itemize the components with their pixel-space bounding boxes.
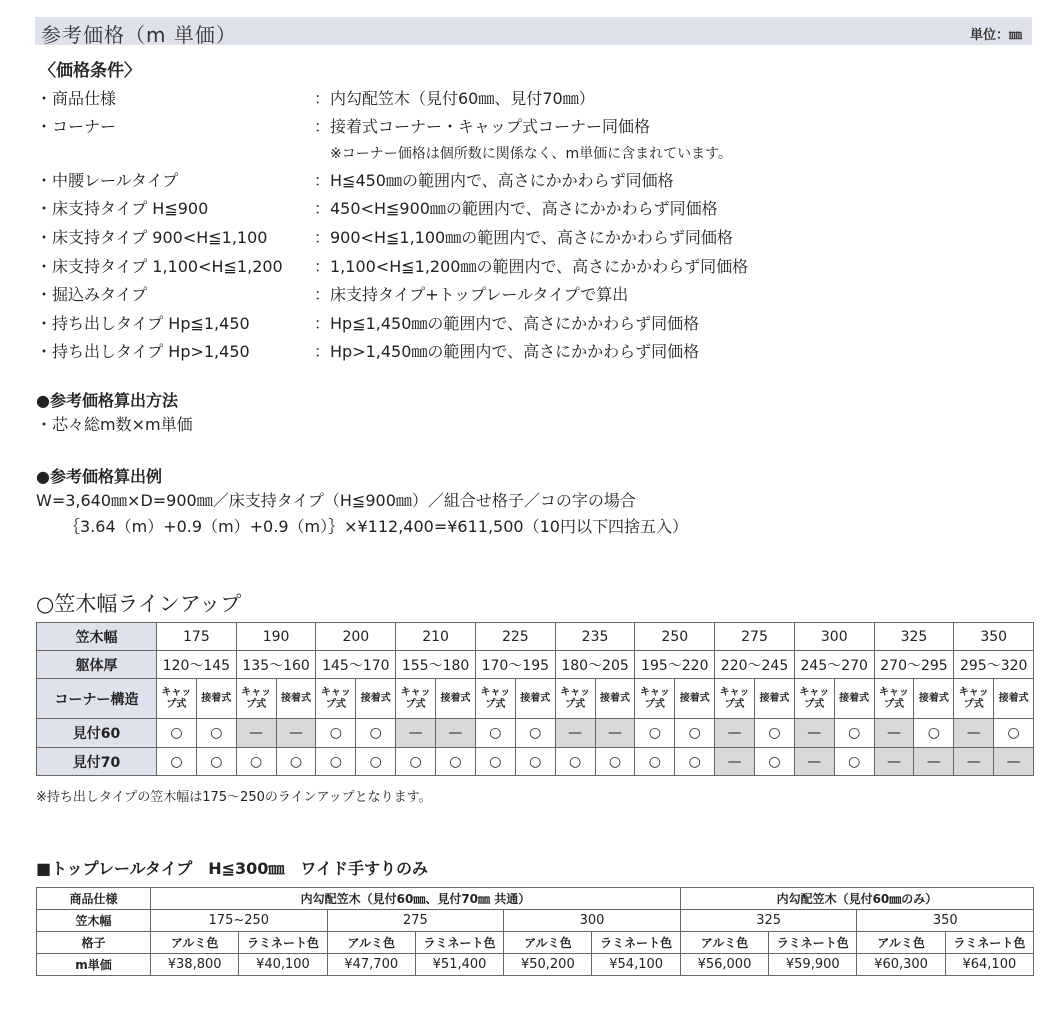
corner-type-bond: 接着式 xyxy=(356,679,396,719)
availability-cell: — xyxy=(954,719,994,748)
rail-width-cell: 300 xyxy=(504,910,681,932)
lattice-cell: ラミネート色 xyxy=(415,932,503,954)
spec-group: 内勾配笠木（見付60㎜、見付70㎜ 共通） xyxy=(151,888,681,910)
corner-type-cap: キャップ式 xyxy=(874,679,914,719)
width-cell: 200 xyxy=(316,623,396,651)
availability-cell: ○ xyxy=(675,719,715,748)
availability-cell: — xyxy=(794,748,834,776)
condition-value: ：450<H≦900㎜の範囲内で、高さにかかわらず同価格 xyxy=(314,199,718,218)
condition-label: ・床支持タイプ 1,100<H≦1,200 xyxy=(36,257,283,276)
row-label-lattice: 格子 xyxy=(37,932,151,954)
availability-cell: — xyxy=(236,719,276,748)
availability-cell: ○ xyxy=(475,719,515,748)
availability-cell: — xyxy=(874,719,914,748)
availability-cell: — xyxy=(396,719,436,748)
body-cell: 180～205 xyxy=(555,651,635,679)
corner-type-bond: 接着式 xyxy=(276,679,316,719)
top-rail-title: ■トップレールタイプ H≦300㎜ ワイド手すりのみ xyxy=(36,859,428,878)
corner-type-cap: キャップ式 xyxy=(635,679,675,719)
corner-type-cap: キャップ式 xyxy=(475,679,515,719)
width-cell: 250 xyxy=(635,623,715,651)
availability-cell: — xyxy=(994,748,1034,776)
body-cell: 195～220 xyxy=(635,651,715,679)
top-rail-table xyxy=(36,887,1034,976)
width-cell: 210 xyxy=(396,623,476,651)
corner-type-cap: キャップ式 xyxy=(555,679,595,719)
lattice-cell: アルミ色 xyxy=(857,932,945,954)
availability-cell: ○ xyxy=(595,748,635,776)
price-cell: ¥54,100 xyxy=(592,954,680,976)
corner-type-bond: 接着式 xyxy=(675,679,715,719)
width-cell: 225 xyxy=(475,623,555,651)
width-cell: 350 xyxy=(954,623,1034,651)
body-cell: 295～320 xyxy=(954,651,1034,679)
lattice-cell: アルミ色 xyxy=(680,932,768,954)
availability-cell: ○ xyxy=(755,719,795,748)
availability-cell: — xyxy=(715,719,755,748)
corner-type-bond: 接着式 xyxy=(595,679,635,719)
corner-type-cap: キャップ式 xyxy=(316,679,356,719)
row-label-price: m単価 xyxy=(37,954,151,976)
availability-cell: — xyxy=(555,719,595,748)
availability-cell: ○ xyxy=(356,748,396,776)
condition-value: ：Hp≦1,450㎜の範囲内で、高さにかかわらず同価格 xyxy=(314,314,700,333)
condition-label: ・持ち出しタイプ Hp>1,450 xyxy=(36,342,250,361)
body-cell: 220～245 xyxy=(715,651,795,679)
price-cell: ¥47,700 xyxy=(327,954,415,976)
condition-label: ・持ち出しタイプ Hp≦1,450 xyxy=(36,314,250,333)
availability-cell: ○ xyxy=(675,748,715,776)
lattice-cell: ラミネート色 xyxy=(592,932,680,954)
availability-cell: ○ xyxy=(635,748,675,776)
body-cell: 135～160 xyxy=(236,651,316,679)
availability-cell: ○ xyxy=(834,748,874,776)
row-label-width: 笠木幅 xyxy=(37,623,157,651)
availability-cell: — xyxy=(595,719,635,748)
condition-label: ・商品仕様 xyxy=(36,89,117,108)
availability-cell: ○ xyxy=(157,719,197,748)
condition-value: ：900<H≦1,100㎜の範囲内で、高さにかかわらず同価格 xyxy=(314,228,733,247)
rail-width-cell: 325 xyxy=(680,910,857,932)
condition-value: ：接着式コーナー・キャップ式コーナー同価格 xyxy=(314,117,651,136)
width-cell: 300 xyxy=(794,623,874,651)
price-cell: ¥59,900 xyxy=(769,954,857,976)
width-cell: 175 xyxy=(157,623,237,651)
row-label-rail-width: 笠木幅 xyxy=(37,910,151,932)
rail-width-cell: 275 xyxy=(327,910,504,932)
width-cell: 325 xyxy=(874,623,954,651)
lineup-title: ○笠木幅ラインアップ xyxy=(36,592,242,616)
row-label-body: 躯体厚 xyxy=(37,651,157,679)
lattice-cell: アルミ色 xyxy=(327,932,415,954)
body-cell: 145～170 xyxy=(316,651,396,679)
availability-cell: ○ xyxy=(276,748,316,776)
condition-value: ：床支持タイプ+トップレールタイプで算出 xyxy=(314,285,629,304)
body-cell: 245～270 xyxy=(794,651,874,679)
lattice-cell: アルミ色 xyxy=(151,932,239,954)
availability-cell: ○ xyxy=(236,748,276,776)
availability-cell: ○ xyxy=(994,719,1034,748)
availability-cell: ○ xyxy=(555,748,595,776)
condition-label: ・床支持タイプ 900<H≦1,100 xyxy=(36,228,268,247)
availability-cell: ○ xyxy=(475,748,515,776)
spec-group: 内勾配笠木（見付60㎜のみ） xyxy=(680,888,1033,910)
price-cell: ¥56,000 xyxy=(680,954,768,976)
corner-type-bond: 接着式 xyxy=(436,679,476,719)
corner-type-bond: 接着式 xyxy=(196,679,236,719)
corner-type-bond: 接着式 xyxy=(914,679,954,719)
availability-cell: — xyxy=(914,748,954,776)
corner-type-bond: 接着式 xyxy=(515,679,555,719)
example-line-1: W=3,640㎜×D=900㎜／床支持タイプ（H≦900㎜）／組合せ格子／コの字の場合 xyxy=(36,491,636,510)
page-header xyxy=(35,17,1032,45)
availability-cell: ○ xyxy=(396,748,436,776)
availability-cell: — xyxy=(276,719,316,748)
condition-label: ・中腰レールタイプ xyxy=(36,171,179,190)
method-text: ・芯々総m数×m単価 xyxy=(36,415,193,434)
availability-cell: ○ xyxy=(515,719,555,748)
price-cell: ¥51,400 xyxy=(415,954,503,976)
lattice-cell: ラミネート色 xyxy=(945,932,1033,954)
row-label-m60: 見付60 xyxy=(37,719,157,748)
page-title: 参考価格（m 単価） xyxy=(41,23,237,47)
corner-note: ※コーナー価格は個所数に関係なく、m単価に含まれています。 xyxy=(330,146,732,162)
corner-type-bond: 接着式 xyxy=(755,679,795,719)
condition-label: ・床支持タイプ H≦900 xyxy=(36,199,209,218)
price-cell: ¥60,300 xyxy=(857,954,945,976)
width-cell: 235 xyxy=(555,623,635,651)
lattice-cell: ラミネート色 xyxy=(239,932,327,954)
condition-value: ：Hp>1,450㎜の範囲内で、高さにかかわらず同価格 xyxy=(314,342,700,361)
row-label-corner: コーナー構造 xyxy=(37,679,157,719)
unit-label: 単位：㎜ xyxy=(969,28,1022,43)
availability-cell: — xyxy=(954,748,994,776)
availability-cell: ○ xyxy=(157,748,197,776)
method-title: ●参考価格算出方法 xyxy=(36,391,178,410)
availability-cell: ○ xyxy=(914,719,954,748)
availability-cell: ○ xyxy=(356,719,396,748)
price-cell: ¥40,100 xyxy=(239,954,327,976)
availability-cell: — xyxy=(874,748,914,776)
price-cell: ¥38,800 xyxy=(151,954,239,976)
corner-type-cap: キャップ式 xyxy=(157,679,197,719)
body-cell: 170～195 xyxy=(475,651,555,679)
body-cell: 155～180 xyxy=(396,651,476,679)
corner-type-cap: キャップ式 xyxy=(794,679,834,719)
corner-type-bond: 接着式 xyxy=(834,679,874,719)
example-line-2: ｛3.64（m）+0.9（m）+0.9（m）｝×¥112,400=¥611,500（10円以下四捨五入） xyxy=(64,517,688,536)
availability-cell: — xyxy=(715,748,755,776)
rail-width-cell: 175~250 xyxy=(151,910,328,932)
availability-cell: ○ xyxy=(316,748,356,776)
price-cell: ¥64,100 xyxy=(945,954,1033,976)
corner-type-cap: キャップ式 xyxy=(954,679,994,719)
availability-cell: ○ xyxy=(316,719,356,748)
availability-cell: — xyxy=(436,719,476,748)
rail-width-cell: 350 xyxy=(857,910,1034,932)
availability-cell: — xyxy=(794,719,834,748)
body-cell: 120～145 xyxy=(157,651,237,679)
body-cell: 270～295 xyxy=(874,651,954,679)
condition-value: ：1,100<H≦1,200㎜の範囲内で、高さにかかわらず同価格 xyxy=(314,257,749,276)
width-cell: 275 xyxy=(715,623,795,651)
availability-cell: ○ xyxy=(515,748,555,776)
corner-type-cap: キャップ式 xyxy=(236,679,276,719)
condition-label: ・掘込みタイプ xyxy=(36,285,148,304)
corner-type-cap: キャップ式 xyxy=(715,679,755,719)
corner-type-bond: 接着式 xyxy=(994,679,1034,719)
example-title: ●参考価格算出例 xyxy=(36,467,162,486)
row-label-m70: 見付70 xyxy=(37,748,157,776)
condition-label: ・コーナー xyxy=(36,117,117,136)
lattice-cell: ラミネート色 xyxy=(769,932,857,954)
condition-value: ：H≦450㎜の範囲内で、高さにかかわらず同価格 xyxy=(314,171,674,190)
availability-cell: ○ xyxy=(196,719,236,748)
lineup-table xyxy=(36,622,1034,776)
availability-cell: ○ xyxy=(196,748,236,776)
lattice-cell: アルミ色 xyxy=(504,932,592,954)
availability-cell: ○ xyxy=(635,719,675,748)
price-cell: ¥50,200 xyxy=(504,954,592,976)
row-label-spec: 商品仕様 xyxy=(37,888,151,910)
availability-cell: ○ xyxy=(755,748,795,776)
condition-value: ：内勾配笠木（見付60㎜、見付70㎜） xyxy=(314,89,595,108)
availability-cell: ○ xyxy=(436,748,476,776)
availability-cell: ○ xyxy=(834,719,874,748)
lineup-footnote: ※持ち出しタイプの笠木幅は175～250のラインアップとなります。 xyxy=(36,790,432,805)
conditions-title: 〈価格条件〉 xyxy=(39,61,141,81)
corner-type-cap: キャップ式 xyxy=(396,679,436,719)
width-cell: 190 xyxy=(236,623,316,651)
